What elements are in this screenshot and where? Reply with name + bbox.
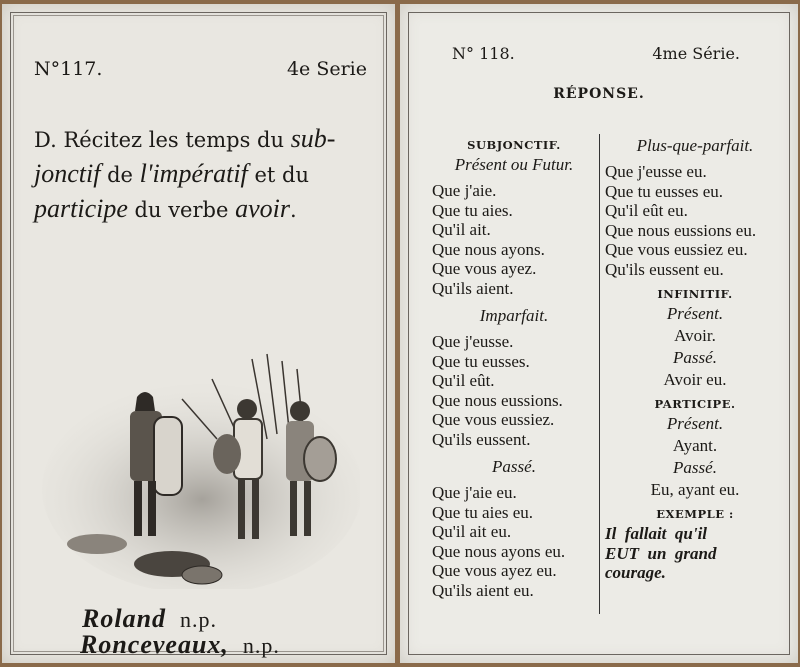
conjugation-line: Que j'aie eu. (432, 483, 517, 502)
subjonctif-column (432, 134, 596, 600)
passe-label: Passé. (492, 457, 536, 476)
card-series: 4me Série. (652, 44, 740, 63)
conjugation-line: Qu'ils eussent eu. (605, 259, 724, 279)
conjugation-line: Que vous eussiez. (432, 410, 555, 429)
conjugation-line: Qu'ils aient eu. (432, 580, 534, 600)
conjugation-line: Que nous eussions eu. (605, 220, 757, 240)
conjugation-line: Que vous ayez. (432, 259, 537, 278)
conjugation-line: Que j'aie. (432, 181, 497, 200)
question-card (2, 4, 395, 663)
conjugation-line: Qu'ils eussent. (432, 429, 531, 449)
conjugation-line: Qu'ils aient. (432, 278, 514, 298)
conjugation-line: Que j'eusse. (432, 332, 514, 351)
conjugation-line: Qu'il eût eu. (605, 201, 688, 220)
inf-present-value: Avoir. (674, 326, 716, 345)
part-passe-label: Passé. (673, 457, 717, 477)
card-number: N°117. (34, 58, 103, 80)
answer-card (400, 4, 798, 663)
inf-passe-value: Avoir eu. (663, 369, 727, 389)
exemple-heading: EXEMPLE : (656, 507, 734, 521)
conjugation-line: Qu'il ait. (432, 220, 491, 239)
conjugation-line: Que nous ayons. (432, 239, 545, 259)
plus-que-parfait-label: Plus-que-parfait. (636, 136, 754, 155)
caption-roland: Roland n.p. (82, 604, 218, 633)
participe-heading: PARTICIPE. (654, 397, 736, 411)
conjugation-line: Que j'eusse eu. (605, 162, 707, 181)
conjugation-line: Que tu aies eu. (432, 502, 534, 522)
imparfait-label: Imparfait. (479, 306, 549, 325)
subjonctif-heading: SUBJONCTIF. (467, 138, 561, 152)
caption-ronceveaux: Ronceveaux, n.p. (80, 630, 280, 659)
conjugation-line: Que vous eussiez eu. (605, 240, 748, 259)
exemple-line: Il fallait qu'il (605, 524, 708, 543)
card-number: N° 118. (452, 44, 515, 63)
right-column (605, 134, 785, 583)
conjugation-line: Que nous ayons eu. (432, 541, 566, 561)
part-present-label: Présent. (666, 414, 724, 433)
card-series: 4e Serie (286, 58, 367, 80)
question-text: D. Récitez les temps du sub- jonctif de l'impératif et du participe du verbe avoir. (34, 124, 336, 223)
inf-passe-label: Passé. (673, 347, 717, 367)
column-divider (599, 134, 600, 614)
present-label: Présent ou Futur. (454, 155, 574, 174)
part-present-value: Ayant. (672, 436, 718, 455)
conjugation-line: Que vous ayez eu. (432, 561, 557, 580)
conjugation-line: Que tu eusses. (432, 351, 530, 371)
conjugation-line: Que tu eusses eu. (605, 181, 724, 201)
infinitif-heading: INFINITIF. (657, 287, 733, 301)
exemple-line: EUT un grand (605, 543, 717, 563)
answer-title: RÉPONSE. (553, 86, 645, 102)
conjugation-line: Qu'il ait eu. (432, 522, 512, 541)
part-passe-value: Eu, ayant eu. (650, 479, 740, 499)
conjugation-line: Que nous eussions. (432, 390, 563, 410)
inf-present-label: Présent. (666, 304, 724, 323)
conjugation-line: Que tu aies. (432, 200, 513, 220)
battle-illustration (42, 349, 360, 589)
conjugation-line: Qu'il eût. (432, 371, 495, 390)
exemple-line: courage. (605, 563, 666, 582)
